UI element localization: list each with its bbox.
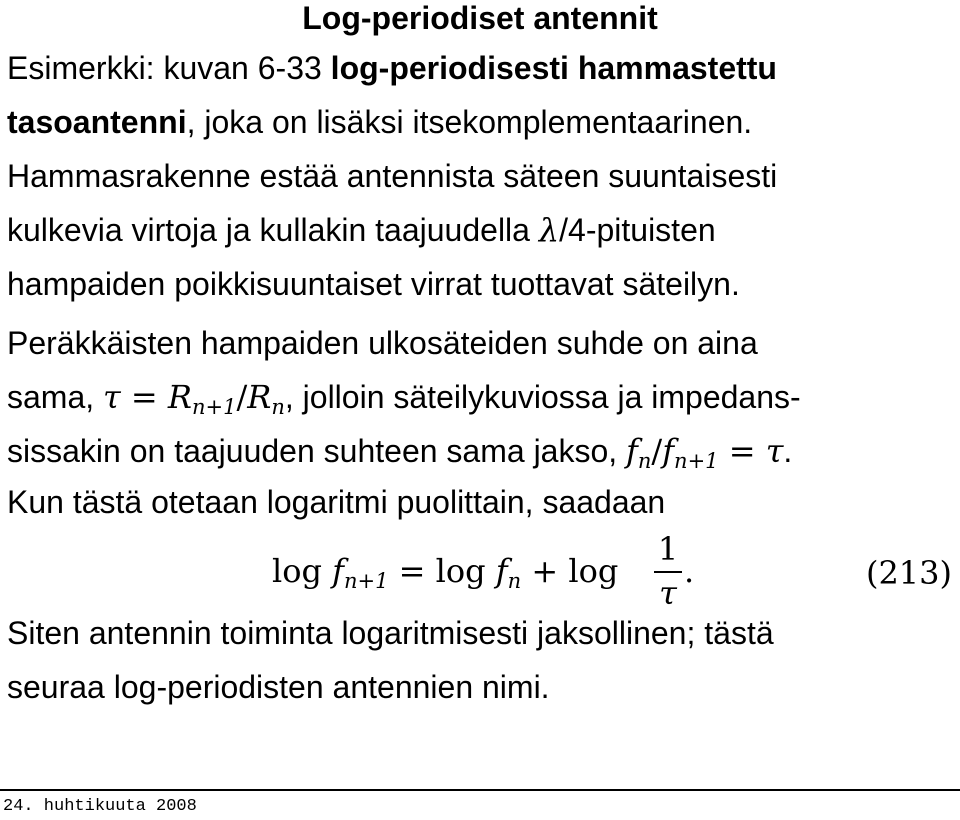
subscript: n+1: [344, 569, 389, 593]
equation-period: .: [684, 552, 695, 590]
subscript: n: [507, 569, 522, 593]
subscript: n+1: [191, 395, 237, 419]
fraction-numerator: 1: [657, 530, 679, 568]
tau-symbol: τ: [765, 432, 784, 470]
subscript: n+1: [674, 449, 719, 473]
equation-row: [0, 530, 960, 613]
paragraph-1-line-3: Hammasrakenne estää antennista säteen suuntaisesti: [7, 158, 778, 194]
radius-symbol: R: [247, 378, 272, 416]
paragraph-2-line-1: Peräkkäisten hampaiden ulkosäteiden suhde on aina: [7, 325, 758, 361]
slash: /: [651, 432, 663, 470]
text-segment: /4-pituisten: [559, 212, 716, 248]
paragraph-3-line-2: seuraa log-periodisten antennien nimi.: [7, 669, 550, 705]
equals-sign: =: [718, 432, 766, 470]
plus-log: + log: [521, 552, 619, 590]
text-segment: Esimerkki: kuvan 6-33: [7, 50, 331, 86]
frequency-symbol: f: [626, 432, 638, 470]
equals-sign: =: [120, 378, 168, 416]
text-segment: sama,: [7, 379, 104, 415]
emphasis-text: tasoantenni: [7, 104, 187, 140]
paragraph-1-line-2: [7, 104, 752, 140]
emphasis-text: log-periodisesti hammastettu: [330, 50, 777, 86]
frequency-symbol: f: [662, 432, 675, 470]
subscript: n: [271, 395, 285, 419]
text-segment: sissakin on taajuuden suhteen sama jakso,: [7, 433, 627, 469]
radius-symbol: R: [167, 378, 192, 416]
paragraph-2-line-2: [7, 378, 801, 419]
tau-symbol: τ: [103, 378, 121, 416]
slash: /: [236, 378, 248, 416]
subscript: n: [637, 449, 652, 473]
footer-date: 24. huhtikuuta 2008: [3, 797, 197, 816]
equation-number: (213): [865, 554, 952, 592]
fraction-bar: [654, 571, 682, 573]
text-segment: , joka on lisäksi itsekomplementaarinen.: [186, 104, 753, 140]
paragraph-1-line-5: hampaiden poikkisuuntaiset virrat tuottavat säteilyn.: [7, 266, 740, 302]
paragraph-2-line-3: [7, 432, 793, 473]
equals-log: = log: [388, 552, 496, 590]
frequency-symbol: f: [332, 552, 344, 590]
text-segment: .: [783, 433, 793, 469]
lambda-symbol: λ: [538, 211, 560, 249]
log-operator: log: [272, 552, 333, 590]
page-title: Log-periodiset antennit: [302, 0, 658, 36]
paragraph-1-line-1: [7, 50, 777, 86]
fraction-denominator: τ: [659, 574, 677, 612]
frequency-symbol: f: [495, 552, 508, 590]
paragraph-2-line-4: Kun tästä otetaan logaritmi puolittain, saadaan: [7, 484, 666, 520]
paragraph-3-line-1: Siten antennin toiminta logaritmisesti jaksollinen; tästä: [7, 615, 774, 651]
paragraph-1-line-4: [7, 212, 716, 248]
text-segment: , jolloin säteilykuviossa ja impedans-: [284, 379, 801, 415]
footer-divider: [0, 789, 960, 791]
text-segment: kulkevia virtoja ja kullakin taajuudella: [7, 212, 539, 248]
